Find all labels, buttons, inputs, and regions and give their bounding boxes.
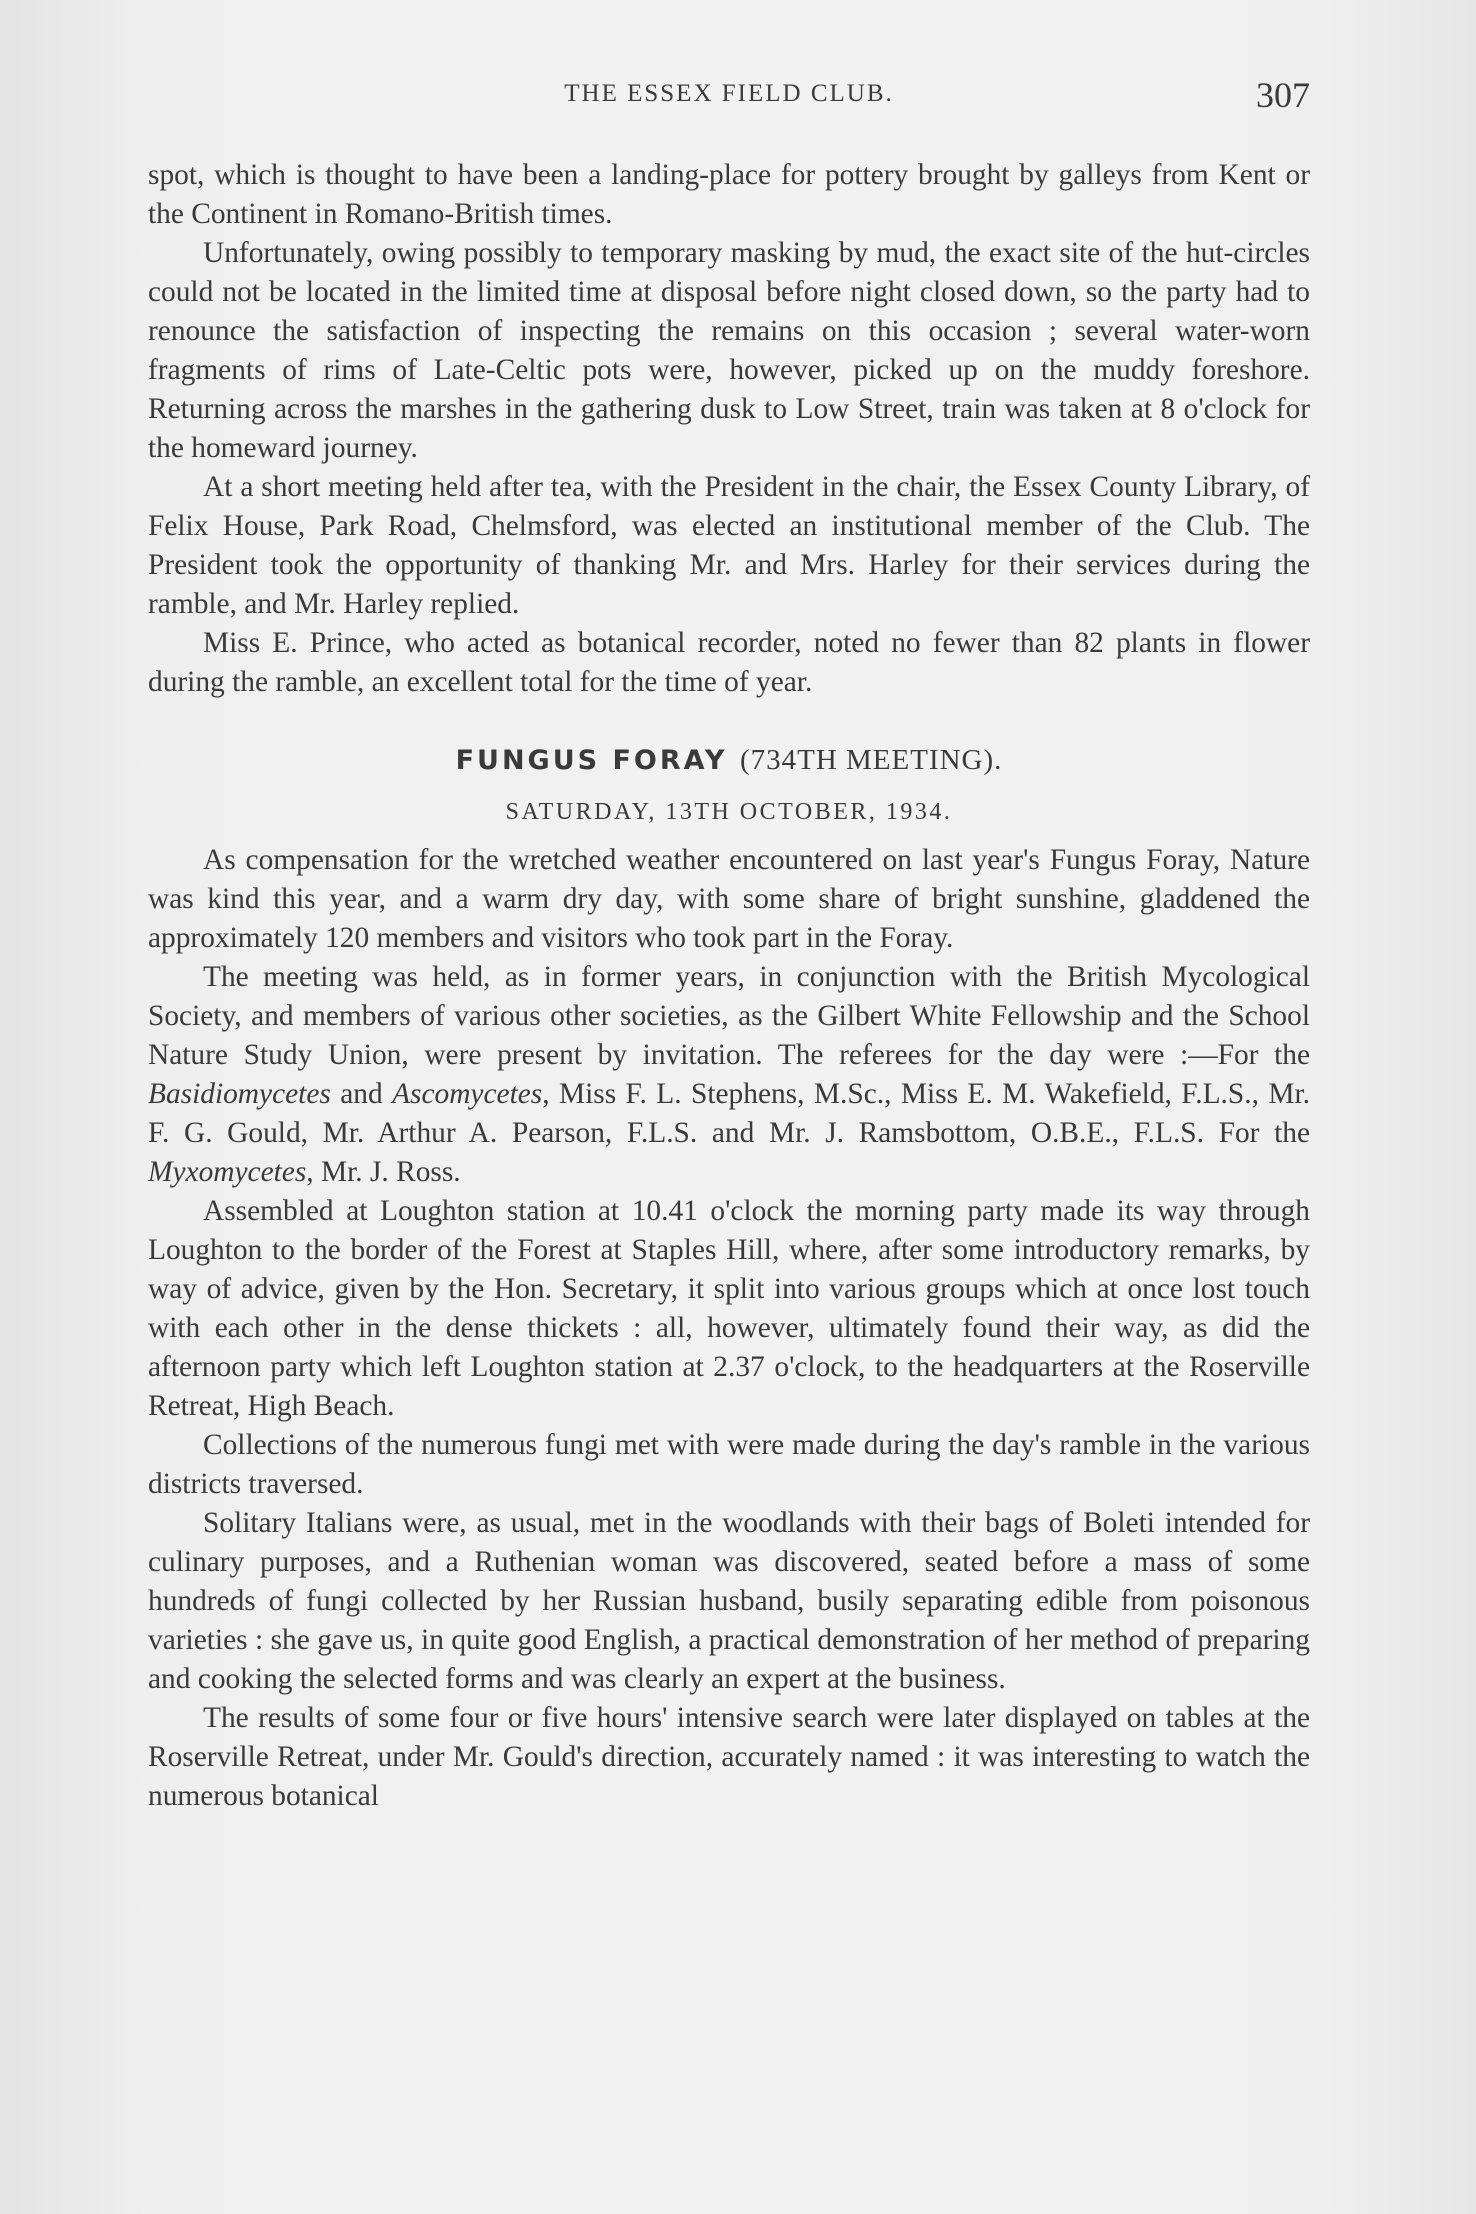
paragraph: At a short meeting held after tea, with the President in the chair, the Essex County Library, of Felix House, Park Road, Chelmsford, was elected an institutional member of the Club. The President took the opportunity of thanking Mr. and Mrs. Harley for their services during the ramble, and Mr. Harley replied. [148, 471, 1310, 620]
paragraph: Solitary Italians were, as usual, met in the woodlands with their bags of Boleti intended for culinary purposes, and a Ruthenian woman was discovered, seated before a mass of some hundreds of fungi collected by her Russian husband, busily separating edible from poisonous varieties : she gave us, in quite good English, a practical demonstration of her method of preparing and cooking the selected forms and was clearly an expert at the business. [148, 1507, 1310, 1695]
text-run: and [330, 1078, 393, 1110]
section-title-main: FUNGUS FORAY [455, 745, 728, 776]
page-number: 307 [1256, 75, 1310, 115]
section-title-meeting: (734TH MEETING). [739, 744, 1003, 776]
paragraph: Unfortunately, owing possibly to temporary masking by mud, the exact site of the hut-circles could not be located in the limited time at disposal before night closed down, so the party had to renounce the satisfaction of inspecting the remains on this occasion ; several water-worn fragments of rims of Late-Celtic pots were, however, picked up on the muddy foreshore. Returning across the marshes in the gathering dusk to Low Street, train was taken at 8 o'clock for the homeward journey. [148, 237, 1310, 464]
taxon-name: Basidiomycetes [148, 1078, 331, 1110]
paragraph: Assembled at Loughton station at 10.41 o'clock the morning party made its way through Loughton to the border of the Forest at Staples Hill, where, after some introductory remarks, by way of advice, given by the Hon. Secretary, it split into various groups which at once lost touch with each other in the dense thickets : all, however, ultimately found their way, as did the afternoon party which left Loughton station at 2.37 o'clock, to the headquarters at the Roserville Retreat, High Beach. [148, 1195, 1310, 1422]
paragraph: Collections of the numerous fungi met with were made during the day's ramble in the various districts traversed. [148, 1429, 1310, 1500]
text-run: The meeting was held, as in former years, in conjunction with the British Mycological Society, and members of various other societies, as the Gilbert White Fellowship and the School Nature Study Union, were present by invitation. The referees for the day were :—For the [148, 961, 1310, 1071]
text-run: , Miss F. L. Stephens, M.Sc., Miss E. M. Wakefield, F.L.S., Mr. F. G. Gould, Mr. Arthur A. Pearson, F.L.S. and Mr. J. Ramsbottom, O.B.E., F.L.S. For the [148, 1078, 1310, 1149]
text-run: , Mr. J. Ross. [306, 1156, 461, 1188]
running-head: THE ESSEX FIELD CLUB. [564, 80, 894, 107]
page-header [148, 74, 1310, 124]
paragraph: Miss E. Prince, who acted as botanical recorder, noted no fewer than 82 plants in flower during the ramble, an excellent total for the time of year. [148, 627, 1310, 698]
section-heading [148, 742, 1310, 779]
paragraph-referees [148, 958, 1310, 1192]
section-date: SATURDAY, 13TH OCTOBER, 1934. [505, 799, 953, 825]
paragraph: The results of some four or five hours' intensive search were later displayed on tables at the Roserville Retreat, under Mr. Gould's direction, accurately named : it was interesting to watch the numerous botanical [148, 1702, 1310, 1812]
body-text [148, 156, 1310, 1816]
paragraph: spot, which is thought to have been a landing-place for pottery brought by galleys from Kent or the Continent in Romano-British times. [148, 159, 1310, 230]
taxon-name: Ascomycetes [392, 1078, 543, 1110]
taxon-name: Myxomycetes [148, 1156, 307, 1188]
paragraph: As compensation for the wretched weather encountered on last year's Fungus Foray, Nature was kind this year, and a warm dry day, with some share of bright sunshine, gladdened the approximately 120 members and visitors who took part in the Foray. [148, 844, 1310, 954]
